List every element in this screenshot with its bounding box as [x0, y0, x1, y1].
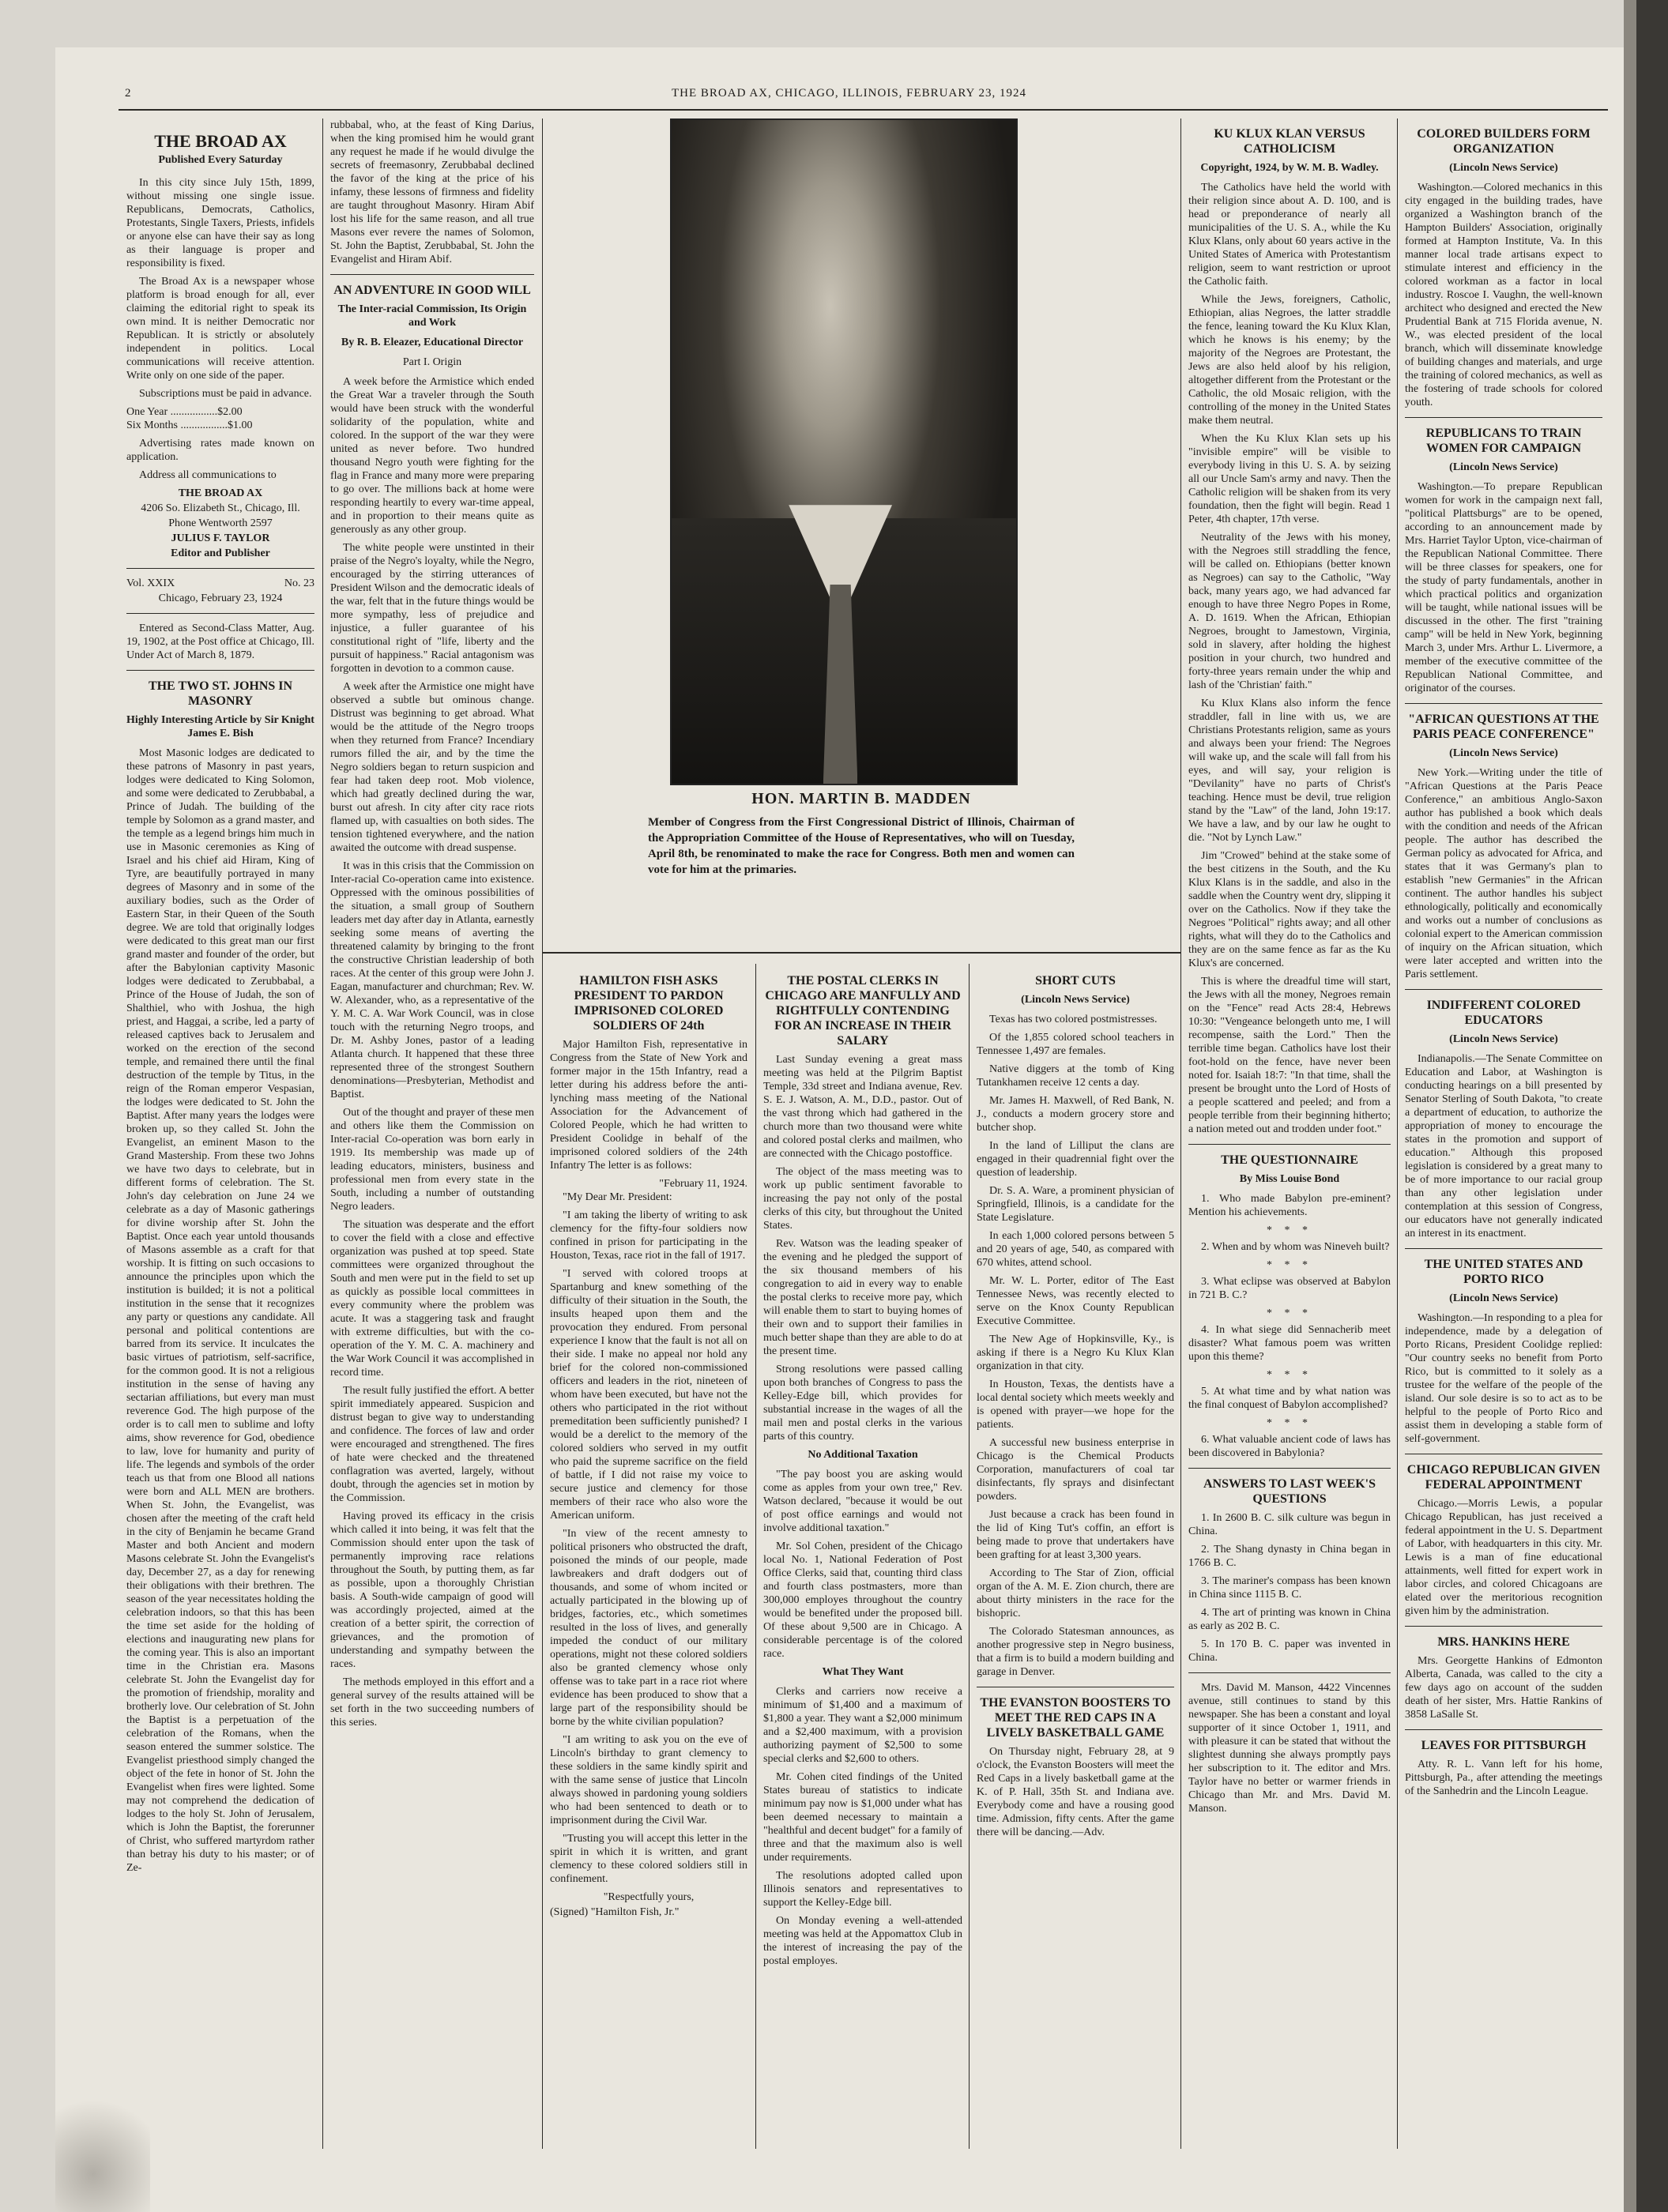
- column-7: [1405, 118, 1602, 2149]
- masthead-title: THE BROAD AX, CHICAGO, ILLINOIS, FEBRUARY 23, 1924: [672, 87, 1027, 100]
- article-headline: THE UNITED STATES AND PORTO RICO: [1424, 1258, 1583, 1286]
- article-body: It was in this crisis that the Commission on Inter-racial Co-operation came into existence. Oppressed with the ominous possibilities of the situation, a small group of Southern leaders met day after day in Atlanta, earnestly seeking some means of averting the threatened calamity by bringing to the front the constructive Christian leadership of both races. At the center of this group were John J. Eagan, manufacturer and churchman; Rev. W. W. Alexander, who, as a representative of the Y. M. C. A. War Work Council, was in close touch with the returning Negro troops, and Dr. M. Ashby Jones, pastor of a leading Atlanta church. It happened that these three represented three of the strongest Southern denominations—Presbyterian, Methodist and Baptist.: [330, 860, 534, 1100]
- short-cut-item: A successful new business enterprise in Chicago is the Chemical Products Corporation, manufacturers of coal tar disinfectants, fly sprays and disinfectant powders.: [977, 1437, 1174, 1503]
- news-service: (Lincoln News Service): [1449, 461, 1558, 473]
- article-subhead: What They Want: [822, 1666, 904, 1678]
- letter-body: "In view of the recent amnesty to political prisoners who obstructed the draft, poisoned the minds of our people, made lawbreakers and draft dodgers out of thousands, and some of whom incited or actually participated in the blowing up of bridges, factories, etc., which sometimes resulted in the loss of lives, and generally impeded the conduct of our military operations, might not these colored soldiers also be granted clemency whose only offense was to take part in a race riot where evidence has been produced to show that a large part of the responsibility should be borne by the white civilian population?: [550, 1528, 747, 1728]
- masthead: [119, 87, 1604, 106]
- answers-headline: ANSWERS TO LAST WEEK'S QUESTIONS: [1203, 1477, 1376, 1506]
- article-body: Strong resolutions were passed calling upon both branches of Congress to pass the Kelley-Edge bill, which provides for substantial increase in the wages of all the mail men and postal clerks in the various parts of this country.: [763, 1364, 962, 1443]
- rate-six-months: Six Months .................$1.00: [126, 419, 253, 431]
- short-cut-item: Mr. W. L. Porter, editor of The East Tennessee News, was recently elected to serve on the Knox County Republican Executive Committee.: [977, 1275, 1174, 1327]
- column-4: [763, 965, 962, 2149]
- article-body: Major Hamilton Fish, representative in Congress from the State of New York and former major in the 15th Infantry, read a letter during his address before the anti-lynching mass meeting of the National Association for the Advancement of Colored People, which he had written to President Coolidge in behalf of the imprisoned colored soldiers of the 24th Infantry The letter is as follows:: [550, 1039, 747, 1172]
- short-cut-item: Just because a crack has been found in the lid of King Tut's coffin, an effort is being made to prove that undertakers have been grafting for at least 3,300 years.: [977, 1509, 1174, 1561]
- page-edge: [1624, 0, 1636, 2212]
- article-body: Having proved its efficacy in the crisis which called it into being, it was felt that the Commission should enter upon the task of permanently improving race relations throughout the South, by putting them, as far as possible, upon a thoroughly Christian basis. A South-wide campaign of good will was accordingly projected, aimed at the creation of a better spirit, the correction of grievances, and the promotion of understanding and sympathy between the races.: [330, 1510, 534, 1670]
- short-cut-item: The New Age of Hopkinsville, Ky., is asking if there is a Negro Ku Klux Klan organization in that city.: [977, 1334, 1174, 1372]
- article-headline: THE EVANSTON BOOSTERS TO MEET THE RED CAPS IN A LIVELY BASKETBALL GAME: [980, 1696, 1171, 1740]
- question: 2. When and by whom was Nineveh built?: [1201, 1241, 1390, 1253]
- published-note: Published Every Saturday: [158, 154, 283, 166]
- column-divider: [969, 964, 970, 2149]
- article-byline: By R. B. Eleazer, Educational Director: [341, 337, 524, 348]
- article-copyright: Copyright, 1924, by W. M. B. Wadley.: [1200, 162, 1379, 174]
- article-body: On Thursday night, February 28, at 9 o'clock, the Evanston Boosters will meet the Red Caps in a lively basketball game at the K. of P. Hall, 35th St. and Indiana ave. Everybody come and have a rousing good time. Admission, fifty cents. After the game there will be dancing.—Adv.: [977, 1746, 1174, 1838]
- article-body: Atty. R. L. Vann left for his home, Pittsburgh, Pa., after attending the meetings of the Sanhedrin and the Lincoln League.: [1405, 1759, 1602, 1797]
- article-body: Last Sunday evening a great mass meeting was held at the Pilgrim Baptist Temple, 33d street and Indiana avenue, Rev. S. E. J. Watson, A. M., D.D., pastor. Out of the vast throng which had gathered in the church more than two thousand were white and colored postal clerks and mailmen, who are connected with the Chicago postoffice.: [763, 1054, 962, 1160]
- article-continuation: rubbabal, who, at the feast of King Darius, when the king promised him he would grant any request he made if he would divulge the secrets of freemasonry, Zerubbabal declined the favor of the king at the price of his infamy, these lessons of firmness and fidelity are taught throughout Masonry. Hiram Abif lost his life for the same reason, and all true Masons ever revere the names of Solomon, St. John the Baptist, Zerubbabal, St. John the Evangelist and Hiram Abif.: [330, 119, 534, 265]
- separator-stars: * * *: [1267, 1224, 1312, 1236]
- letter-close: "Respectfully yours,: [603, 1891, 695, 1903]
- top-rule: [119, 109, 1608, 111]
- column-divider: [1180, 118, 1181, 2149]
- question: 1. Who made Babylon pre-eminent? Mention his achievements.: [1188, 1193, 1391, 1218]
- entered-note: Entered as Second-Class Matter, Aug. 19, 1902, at the Post office at Chicago, Ill. Under Act of March 8, 1879.: [126, 623, 314, 661]
- editor-name: JULIUS F. TAYLOR: [171, 532, 270, 544]
- article-part: Part I. Origin: [402, 356, 462, 368]
- address-street: 4206 So. Elizabeth St., Chicago, Ill.: [141, 502, 300, 514]
- short-cut-item: In Houston, Texas, the dentists have a local dental society which meets weekly and is opened with prayer—we hope for the patients.: [977, 1379, 1174, 1431]
- separator-stars: * * *: [1267, 1369, 1312, 1381]
- article-body: Out of the thought and prayer of these men and others like them the Commission on Inter-racial Co-operation was born early in 1919. Its membership was made up of leading educators, ministers, business and professional men from every state in the South, including a number of outstanding Negro leaders.: [330, 1107, 534, 1213]
- letter-body: "I am taking the liberty of writing to ask clemency for the fifty-four soldiers now confined in prison for participating in the Houston, Texas, race riot in the fall of 1917.: [550, 1209, 747, 1262]
- short-cut-item: Native diggers at the tomb of King Tutankhamen receive 12 cents a day.: [977, 1063, 1174, 1089]
- address-note: Address all communications to: [139, 469, 277, 481]
- column-divider: [1397, 118, 1398, 2149]
- paper-name: THE BROAD AX: [154, 131, 287, 151]
- article-headline: COLORED BUILDERS FORM ORGANIZATION: [1417, 127, 1591, 156]
- letter-signature: (Signed) "Hamilton Fish, Jr.": [550, 1906, 680, 1918]
- article-body: The white people were unstinted in their praise of the Negro's loyalty, while the Negro, encouraged by the stirring utterances of President Wilson and the democratic ideals of the war, felt that in the future things would be more sympathy, less of prejudice and injustice, a fuller guarantee of his constitutional right of "life, liberty and the pursuit of happiness." Racial antagonism was forgotten in devotion to a common cause.: [330, 542, 534, 675]
- letter-body: "I served with colored troops at Spartanburg and knew something of the difficulty of their situation in the South, the insults heaped upon them and the provocation they endured. From personal experience I know that the fault is not all on their side. I make no appeal nor hold any brief for the colored non-commissioned officers and leaders in the riot, nineteen of whom have been executed, but have not the others who participated in the riot without premeditation been sufficiently punished? I would be a derelict to the memory of the colored soldiers who served in my outfit who paid the supreme sacrifice on the field of battle, if I did not raise my voice to secure justice and clemency for those members of their race who also wore the American uniform.: [550, 1268, 747, 1522]
- question: 4. In what siege did Sennacherib meet disaster? What famous poem was written upon this theme?: [1188, 1324, 1391, 1363]
- volume: Vol. XXIX: [126, 577, 175, 589]
- news-service: (Lincoln News Service): [1449, 1033, 1558, 1045]
- short-cut-item: In the land of Lilliput the clans are engaged in their quadrennial fight over the question of leadership.: [977, 1140, 1174, 1179]
- article-subhead: No Additional Taxation: [808, 1449, 918, 1461]
- article-body: When the Ku Klux Klan sets up his "invisible empire" will be visible to everybody living in this U. S. A. by seizing all our Uncle Sam's army and navy. Then the Catholic religion will be shaken from its very foundation, then the fight will begin. Read 1 Peter, 4th chapter, 17th verse.: [1188, 433, 1391, 525]
- article-body: "The pay boost you are asking would come as apples from your own tree," Rev. Watson declared, "because it would be out of post office earnings and would not involve additional taxation.": [763, 1469, 962, 1534]
- article-body: Mrs. David M. Manson, 4422 Vincennes avenue, still continues to stand by this newspaper. She has been a constant and loyal supporter of it since October 1, 1911, and with pleasure it can be stated that without the slightest dunning she always promptly pays her subscription to it. The editor and Mrs. Taylor have no better or warmer friends in Chicago than Mr. and Mrs. David M. Manson.: [1188, 1682, 1391, 1815]
- article-body: The object of the mass meeting was to work up public sentiment favorable to increasing the pay not only of the postal clerks of this city, but throughout the United States.: [763, 1166, 962, 1232]
- answer: 1. In 2600 B. C. silk culture was begun in China.: [1188, 1512, 1391, 1537]
- article-body: The methods employed in this effort and a general survey of the results attained will be set forth in the two succeeding numbers of this series.: [330, 1676, 534, 1729]
- article-body: Washington.—To prepare Republican women for work in the campaign next fall, "political Plattsburgs" are to be opened, according to an announcement made by Mrs. Harriet Taylor Upton, vice-chairman of the Republican National Committee. There will be three classes for speakers, one for the study of party fundamentals, another in which practical politics and organization will be taught, while national issues will be discussed in the other. The first "training camp" will be held in New York, beginning March 3, under Mrs. Arthur L. Livermore, a member of the executive committee of the Republican National Committee, and originator of the courses.: [1405, 481, 1602, 694]
- article-body: Rev. Watson was the leading speaker of the evening and he pledged the support of the six thousand members of his congregation to aid in every way to enable the postal clerks to receive more pay, which will enable them to start to buying homes of their own and to support their families in much better shape than they are able to do at the present time.: [763, 1238, 962, 1357]
- article-headline: HAMILTON FISH ASKS PRESIDENT TO PARDON IMPRISONED COLORED SOLDIERS OF 24th: [574, 974, 724, 1033]
- questionnaire-headline: THE QUESTIONNAIRE: [1221, 1153, 1358, 1167]
- article-headline: THE POSTAL CLERKS IN CHICAGO ARE MANFULLY AND RIGHTFULLY CONTENDING FOR AN INCREASE IN THEIR SALARY: [765, 974, 961, 1048]
- separator-stars: * * *: [1267, 1417, 1312, 1429]
- article-headline: SHORT CUTS: [1035, 974, 1116, 988]
- rate-one-year: One Year .................$2.00: [126, 406, 243, 418]
- article-headline: REPUBLICANS TO TRAIN WOMEN FOR CAMPAIGN: [1425, 427, 1582, 455]
- feature-rule: [542, 952, 1180, 954]
- news-service: (Lincoln News Service): [1449, 1292, 1558, 1304]
- article-body: Ku Klux Klans also inform the fence straddler, fall in line with us, we are Christians Protestants religion, same as yours and always been your friend: The Negroes will wake up, and the scale will fall from his eyes, and will say, your religion is "Devilanity" have no parts of Christ's teaching. Hence must be devil, true religion stand by the "Law" of the land, John 19:17. We have a law, and by our law he ought to die. "Not by Lynch Law.": [1188, 698, 1391, 844]
- article-body: The resolutions adopted called upon Illinois senators and representatives to support the Kelley-Edge bill.: [763, 1870, 962, 1909]
- column-1: [126, 118, 314, 2149]
- separator-stars: * * *: [1267, 1307, 1312, 1319]
- letter-salutation: "My Dear Mr. President:: [563, 1191, 672, 1203]
- address-phone: Phone Wentworth 2597: [168, 517, 273, 529]
- article-headline: MRS. HANKINS HERE: [1437, 1635, 1570, 1649]
- news-service: (Lincoln News Service): [1449, 747, 1558, 759]
- answer: 4. The art of printing was known in China as early as 202 B. C.: [1188, 1607, 1391, 1632]
- question: 6. What valuable ancient code of laws has been discovered in Babylonia?: [1188, 1434, 1391, 1459]
- short-cut-item: Dr. S. A. Ware, a prominent physician of Springfield, Illinois, is a candidate for the State Legislature.: [977, 1185, 1174, 1224]
- article-body: Indianapolis.—The Senate Committee on Education and Labor, at Washington is conducting hearings on a bill presented by Senator Sterling of South Dakota, "to create a department of education, to authorize the appropriation of money to encourage the states in the promotion and support of education." Although this proposed legislation is considered by a great many to be of more importance to our racial group than any other legislation under contemplation at this session of Congress, our educators have not generally indicated an interest in its enactment.: [1405, 1053, 1602, 1240]
- article-body: Washington.—In responding to a plea for independence, made by a delegation of Porto Ricans, President Coolidge replied: "Our country seeks no benefit from Porto Rico, but is committed to it solely as a trustee for the welfare of the people of the island. Our sole desire is so to act as to be helpful to the people of Porto Rico and assist them in developing a stable form of self-government.: [1405, 1312, 1602, 1445]
- article-headline: INDIFFERENT COLORED EDUCATORS: [1426, 999, 1581, 1027]
- letter-date: "February 11, 1924.: [659, 1178, 747, 1190]
- portrait-caption: [648, 790, 1075, 878]
- article-body: Neutrality of the Jews with his money, with the Negroes still straddling the fence, will be called on. Ethiopians (better known as Negroes) can say to the Catholic, "Way back, many years ago, we had advanced far enough to have three Negro Popes in Rome, A. D. 1619. When the African, Ethiopian Negroes, brought to Jamestown, Virginia, sold in slavery, after holding the highest position in your church, two hundred and forty-three years remain under the whip and lash of the 'Christian' faith.": [1188, 532, 1391, 691]
- column-divider: [755, 964, 756, 2149]
- portrait-photo: [670, 118, 1018, 785]
- advertising-note: Advertising rates made known on application.: [126, 438, 314, 463]
- article-headline: CHICAGO REPUBLICAN GIVEN FEDERAL APPOINTMENT: [1406, 1463, 1601, 1492]
- article-body: While the Jews, foreigners, Catholic, Ethiopian, alias Negroes, the latter straddle the fence, leaning toward the Ku Klux Klan, which he knows is his enemy; by the majority of the Negroes are Protestant, the Jews are also held aloof by his religion, altogether different from the Protestant or the Catholic, the old Mosaic religion, with the controlling of the money in the United States make them neutral.: [1188, 294, 1391, 427]
- editor-title: Editor and Publisher: [171, 547, 270, 559]
- page-number: 2: [125, 87, 132, 100]
- article-subhead: The Inter-racial Commission, Its Origin and Work: [337, 303, 527, 329]
- answer: 5. In 170 B. C. paper was invented in China.: [1188, 1638, 1391, 1664]
- short-cut-item: According to The Star of Zion, official organ of the A. M. E. Zion church, there are about thirty ministers in the race for the bishopric.: [977, 1567, 1174, 1620]
- short-cut-item: Of the 1,855 colored school teachers in Tennessee 1,497 are females.: [977, 1032, 1174, 1057]
- short-cut-item: Mr. James H. Maxwell, of Red Bank, N. J., conducts a modern grocery store and butcher shop.: [977, 1095, 1174, 1134]
- article-subhead: Highly Interesting Article by Sir Knight James E. Bish: [126, 714, 314, 739]
- issue-date: Chicago, February 23, 1924: [158, 592, 283, 604]
- news-service: (Lincoln News Service): [1449, 162, 1558, 174]
- article-headline: LEAVES FOR PITTSBURGH: [1421, 1739, 1587, 1752]
- article-body: Mr. Sol Cohen, president of the Chicago local No. 1, National Federation of Post Office Clerks, said that, counting third class and fourth class postmasters, more than 300,000 employes throughout the country would be benefited under the proposed bill. Of these about 9,500 are in Chicago. A considerable percentage is of the colored race.: [763, 1540, 962, 1660]
- article-headline: THE TWO ST. JOHNS IN MASONRY: [148, 679, 293, 708]
- address-name: THE BROAD AX: [178, 487, 263, 499]
- article-body: Mr. Cohen cited findings of the United States bureau of statistics to indicate minimum pay now is $1,000 under what has been deemed necessary to maintain a "healthful and decent budget" for a family of three and that the maximum also is well under requirements.: [763, 1771, 962, 1864]
- article-body: The result fully justified the effort. A better spirit immediately appeared. Suspicion and distrust began to give way to understanding and confidence. The forces of law and order were encouraged and strengthened. The fires of hate were checked and the threatened conflagration was averted, largely, without doubt, through the agencies set in motion by the Commission.: [330, 1385, 534, 1504]
- about-paragraph: The Broad Ax is a newspaper whose platform is broad enough for all, ever claiming the editorial right to speak its own mind. It is neither Democratic nor Republican. It is strictly or absolutely independent in politics. Local communications will receive attention. Write only on one side of the paper.: [126, 276, 314, 382]
- column-divider: [542, 118, 543, 2149]
- answer: 3. The mariner's compass has been known in China since 1115 B. C.: [1188, 1575, 1391, 1601]
- question: 5. At what time and by what nation was the final conquest of Babylon accomplished?: [1188, 1386, 1391, 1411]
- article-body: The Catholics have held the world with their religion since about A. D. 100, and is head or preponderance of nearly all municipalities of the U. S. A., while the Ku Klux Klans, only about 60 years active in the United States of America with Protestantism religion, seem to want restriction or uproot the Catholic faith.: [1188, 182, 1391, 288]
- article-body: Clerks and carriers now receive a minimum of $1,400 and a maximum of $1,800 a year. They want a $2,000 minimum and a $2,400 maximum, with a provision authorizing payment of $2,500 to some special clerks and $2,600 to others.: [763, 1686, 962, 1765]
- article-body: A week before the Armistice which ended the Great War a traveler through the South would have been struck with the wonderful solidarity of the population, white and colored. In the support of the war they were united as never before. Two hundred thousand Negro youth were fighting for the flag in France and many more were preparing to go over. The millions back at home were responding heartily to every war-time appeal, and in proportion to their means quite as generously as any other group.: [330, 376, 534, 536]
- article-body: Most Masonic lodges are dedicated to these patrons of Masonry in past years, lodges were dedicated to King Solomon, and some were dedicated to Zerubbabal, a Prince of Judah. The building of the temple by Solomon as a grand master, and the temple as a legend brings him much in use in Masonic ceremonies as King of Israel and his chief aid Hiram, King of Tyre, are beautifully portrayed in many degrees of Masonry and in some of the auxiliary bodies, such as the Order of Eastern Star, in their Queen of the South degree. We are told that originally lodges were dedicated to this great man our first grand master and founder of the order, but after the Babylonian captivity Masonic lodges were dedicated to Zerubbabal, a Prince of the House of Judah, the son of Shalthiel, who with Joshua, the high priest, and Haggai, a scribe, led a party of released captives back to Jerusalem and worked on the erection of the second temple, and remained there until the final destruction of the temple by Titus, in the reign of the Roman emperor Vespasian, the lodges were dedicated to St. John the Baptist. After many years the lodges were broken up, so they called St. John the Evangelist, an eminent Mason to the Grand Mastership. From these two Johns we have two days to celebrate, but in different forms of celebration. The St. John's day celebration on June 24 we celebrate as a day of Masonic gatherings for divine worship after St. John the Baptist. Once each year untold thousands of Masons assemble as a craft for that worship. It is fitting on such occasions to announce the principles upon which the institution is builded; it is not a political institution in the sense that it recognizes any party or questions any candidate. All personal and political contentions are barred from its service. It inculcates the basic virtues of patriotism, self-sacrifice, for the common good. It is not a religious institution in the sense of having any sectarian affiliations, but every man must reverence God. The high purpose of the order is to call men to sublime and lofty aims, show reverence for God, obedience to law, love for humanity and purity of life. The legends and symbols of the order teach us that from one Blood all nations were born and ALL MEN are brothers. When St. John, the Evangelist, was chosen after the meeting of the craft held in the city of Benjamin he became Grand Master and both Ancient and modern Masons celebrate St. John the Evangelist's day, December 27, as a day for renewing their obligations with their brethren. The season of the year necessitates holding the celebration indoors, so that this has been the time set aside for the holding of elections and inaugurating new plans for the coming year. This is also an important time in the Christian era. Masons celebrate St. John the Evangelist day for the promotion of friendship, morality and brotherly love. Our celebration of St. John the Baptist is a perpetuation of the celebration of the Romans, when the season entered the summer solstice. The Evangelist priesthood simply changed the object of the fete in honor of St. John the Evangelist when fires were lighted. Some may not comprehend the dedication of lodges to the holy St. John of Jerusalem, which is John the Baptist, the forerunner of Christ, who suffered martyrdom rather than betray his duty to his master; or of Ze-: [126, 747, 314, 1874]
- article-body: New York.—Writing under the title of "African Questions at the Paris Peace Conference," an ambitious Anglo-Saxon author has published a book which deals with the condition and needs of the African people. The author has described the German policy as advocated for Africa, and states that it was Germany's plan to establish "new Germanies" in the African continent. The author handles his subject ethnologically, politically and economically and works out a number of conclusions as colonial expert to the American commission of inquiry on the African situation, which were later accepted and written into the Paris settlement.: [1405, 767, 1602, 980]
- short-cut-item: Texas has two colored postmistresses.: [989, 1014, 1158, 1025]
- separator-stars: * * *: [1267, 1259, 1312, 1271]
- article-headline: "AFRICAN QUESTIONS AT THE PARIS PEACE CONFERENCE": [1408, 713, 1599, 741]
- article-headline: KU KLUX KLAN VERSUS CATHOLICISM: [1214, 127, 1365, 156]
- column-2: [330, 118, 534, 2149]
- article-body: A week after the Armistice one might have observed a subtle but ominous change. Distrust was beginning to get abroad. What would be the attitude of the Negro troops when they returned from France? Incendiary rumors filled the air, and by the time the Negro soldiers began to return suspicion and fear had taken deep root. Mob violence, which had greatly declined during the war, burst out afresh. In city after city race riots flamed up, with casualties on both sides. The tension tightened everywhere, and the nation awaited the outcome with dread suspense.: [330, 681, 534, 854]
- answer: 2. The Shang dynasty in China began in 1766 B. C.: [1188, 1544, 1391, 1569]
- article-headline: AN ADVENTURE IN GOOD WILL: [333, 284, 531, 297]
- article-body: On Monday evening a well-attended meeting was held at the Appomattox Club in the interest of increasing the pay of the postal employes.: [763, 1915, 962, 1967]
- column-6: [1188, 118, 1391, 2149]
- article-body: Washington.—Colored mechanics in this city engaged in the building trades, have organized a Washington branch of the Hampton Builders' Association, originally formed at Hampton Institute, Va. In this manner local trade artisans expect to stimulate interest and efficiency in the colored workman as a factor in local industry. Roscoe I. Vaughn, the well-known architect who designed and erected the New Prudential Bank at 715 Florida avenue, N. W., was elected president of the local branch, which will disseminate knowledge of building changes and materials, and urge the training of colored mechanics, as well as the fostering of trade schools for colored youth.: [1405, 182, 1602, 408]
- column-3: [550, 965, 747, 2149]
- portrait-caption-text: Member of Congress from the First Congressional District of Illinois, Chairman of the Appropriation Committee of the House of Representatives, who will on Tuesday, April 8th, be renominated to make the race for Congress. Both men and women can vote for him at the primaries.: [648, 816, 1075, 876]
- subscription-note: Subscriptions must be paid in advance.: [139, 388, 312, 400]
- column-divider: [322, 118, 323, 2149]
- binding-edge: [1636, 0, 1668, 2212]
- short-cut-item: The Colorado Statesman announces, as another progressive step in Negro business, that a firm is to build a modern building and garage in Denver.: [977, 1626, 1174, 1678]
- column-5: [977, 965, 1174, 2149]
- letter-body: "Trusting you will accept this letter in the spirit in which it is written, and grant clemency to these colored soldiers still in confinement.: [550, 1833, 747, 1885]
- article-body: Mrs. Georgette Hankins of Edmonton Alberta, Canada, was called to the city a few days ago on account of the sudden death of her sister, Mrs. Hattie Rankins of 3858 LaSalle St.: [1405, 1655, 1602, 1721]
- question: 3. What eclipse was observed at Babylon in 721 B. C.?: [1188, 1276, 1391, 1301]
- short-cut-item: In each 1,000 colored persons between 5 and 20 years of age, 540, as compared with 670 whites, attend school.: [977, 1230, 1174, 1269]
- portrait-name: HON. MARTIN B. MADDEN: [751, 790, 971, 807]
- article-body: The situation was desperate and the effort to cover the field with a close and effective organization was pushed at top speed. State committees were organized throughout the South and men were put in the field to set up as quickly as possible local committees in every community where the problem was acute. It was a staggering task and fraught with extreme difficulties, but with the co-operation of the Y. M. C. A. machinery and the War Work Council it was accomplished in record time.: [330, 1219, 534, 1379]
- news-service: (Lincoln News Service): [1021, 994, 1130, 1006]
- article-body: This is where the dreadful time will start, the Jews with all the money, Negroes remain on the "Fence" read Acts 28:4, Hebrews 10:30: "Vengeance belongeth unto me, I will recompense, saith the Lord." Then the terrible time began. Catholics have lost their foot-hold on the fence, have never been noted for. Isaiah 18:7: "In that time, shall the present be brought unto the Lord of Hosts of a people scattered and peeled; and from a people terrible from their beginning hitherto; a nation meted out and trodden under foot.": [1188, 976, 1391, 1135]
- questionnaire-byline: By Miss Louise Bond: [1239, 1173, 1340, 1185]
- letter-body: "I am writing to ask you on the eve of Lincoln's birthday to grant clemency to these soldiers in the same kindly spirit and with the same sense of justice that Lincoln always showed in pardoning young soldiers who had been sentenced to death or to imprisonment during the Civil War.: [550, 1734, 747, 1826]
- article-body: Jim "Crowed" behind at the stake some of the best citizens in the South, and the Ku Klux Klans is in the saddle, and also in the saddle when the Country went dry, slipping it over on the Catholics. Now if they take the Negroes "Political" rights away; and all other rights, what will they do to the Catholics and they are on the same fence as far as the Ku Klux's are concerned.: [1188, 850, 1391, 969]
- issue-number: No. 23: [284, 577, 314, 589]
- about-paragraph: In this city since July 15th, 1899, without missing one single issue. Republicans, Democrats, Catholics, Protestants, Single Taxers, Priests, infidels or anyone else can have their say as long as their language is proper and responsibility is fixed.: [126, 177, 314, 269]
- article-body: Chicago.—Morris Lewis, a popular Chicago Republican, has just received a federal appointment in the U. S. Department of Labor, with headquarters in this city. Mr. Lewis is a man of fine educational attainments, well fitted for expert work in labor circles, and colored Chicagoans are elated over the meritorious recognition given him by the administration.: [1405, 1498, 1602, 1617]
